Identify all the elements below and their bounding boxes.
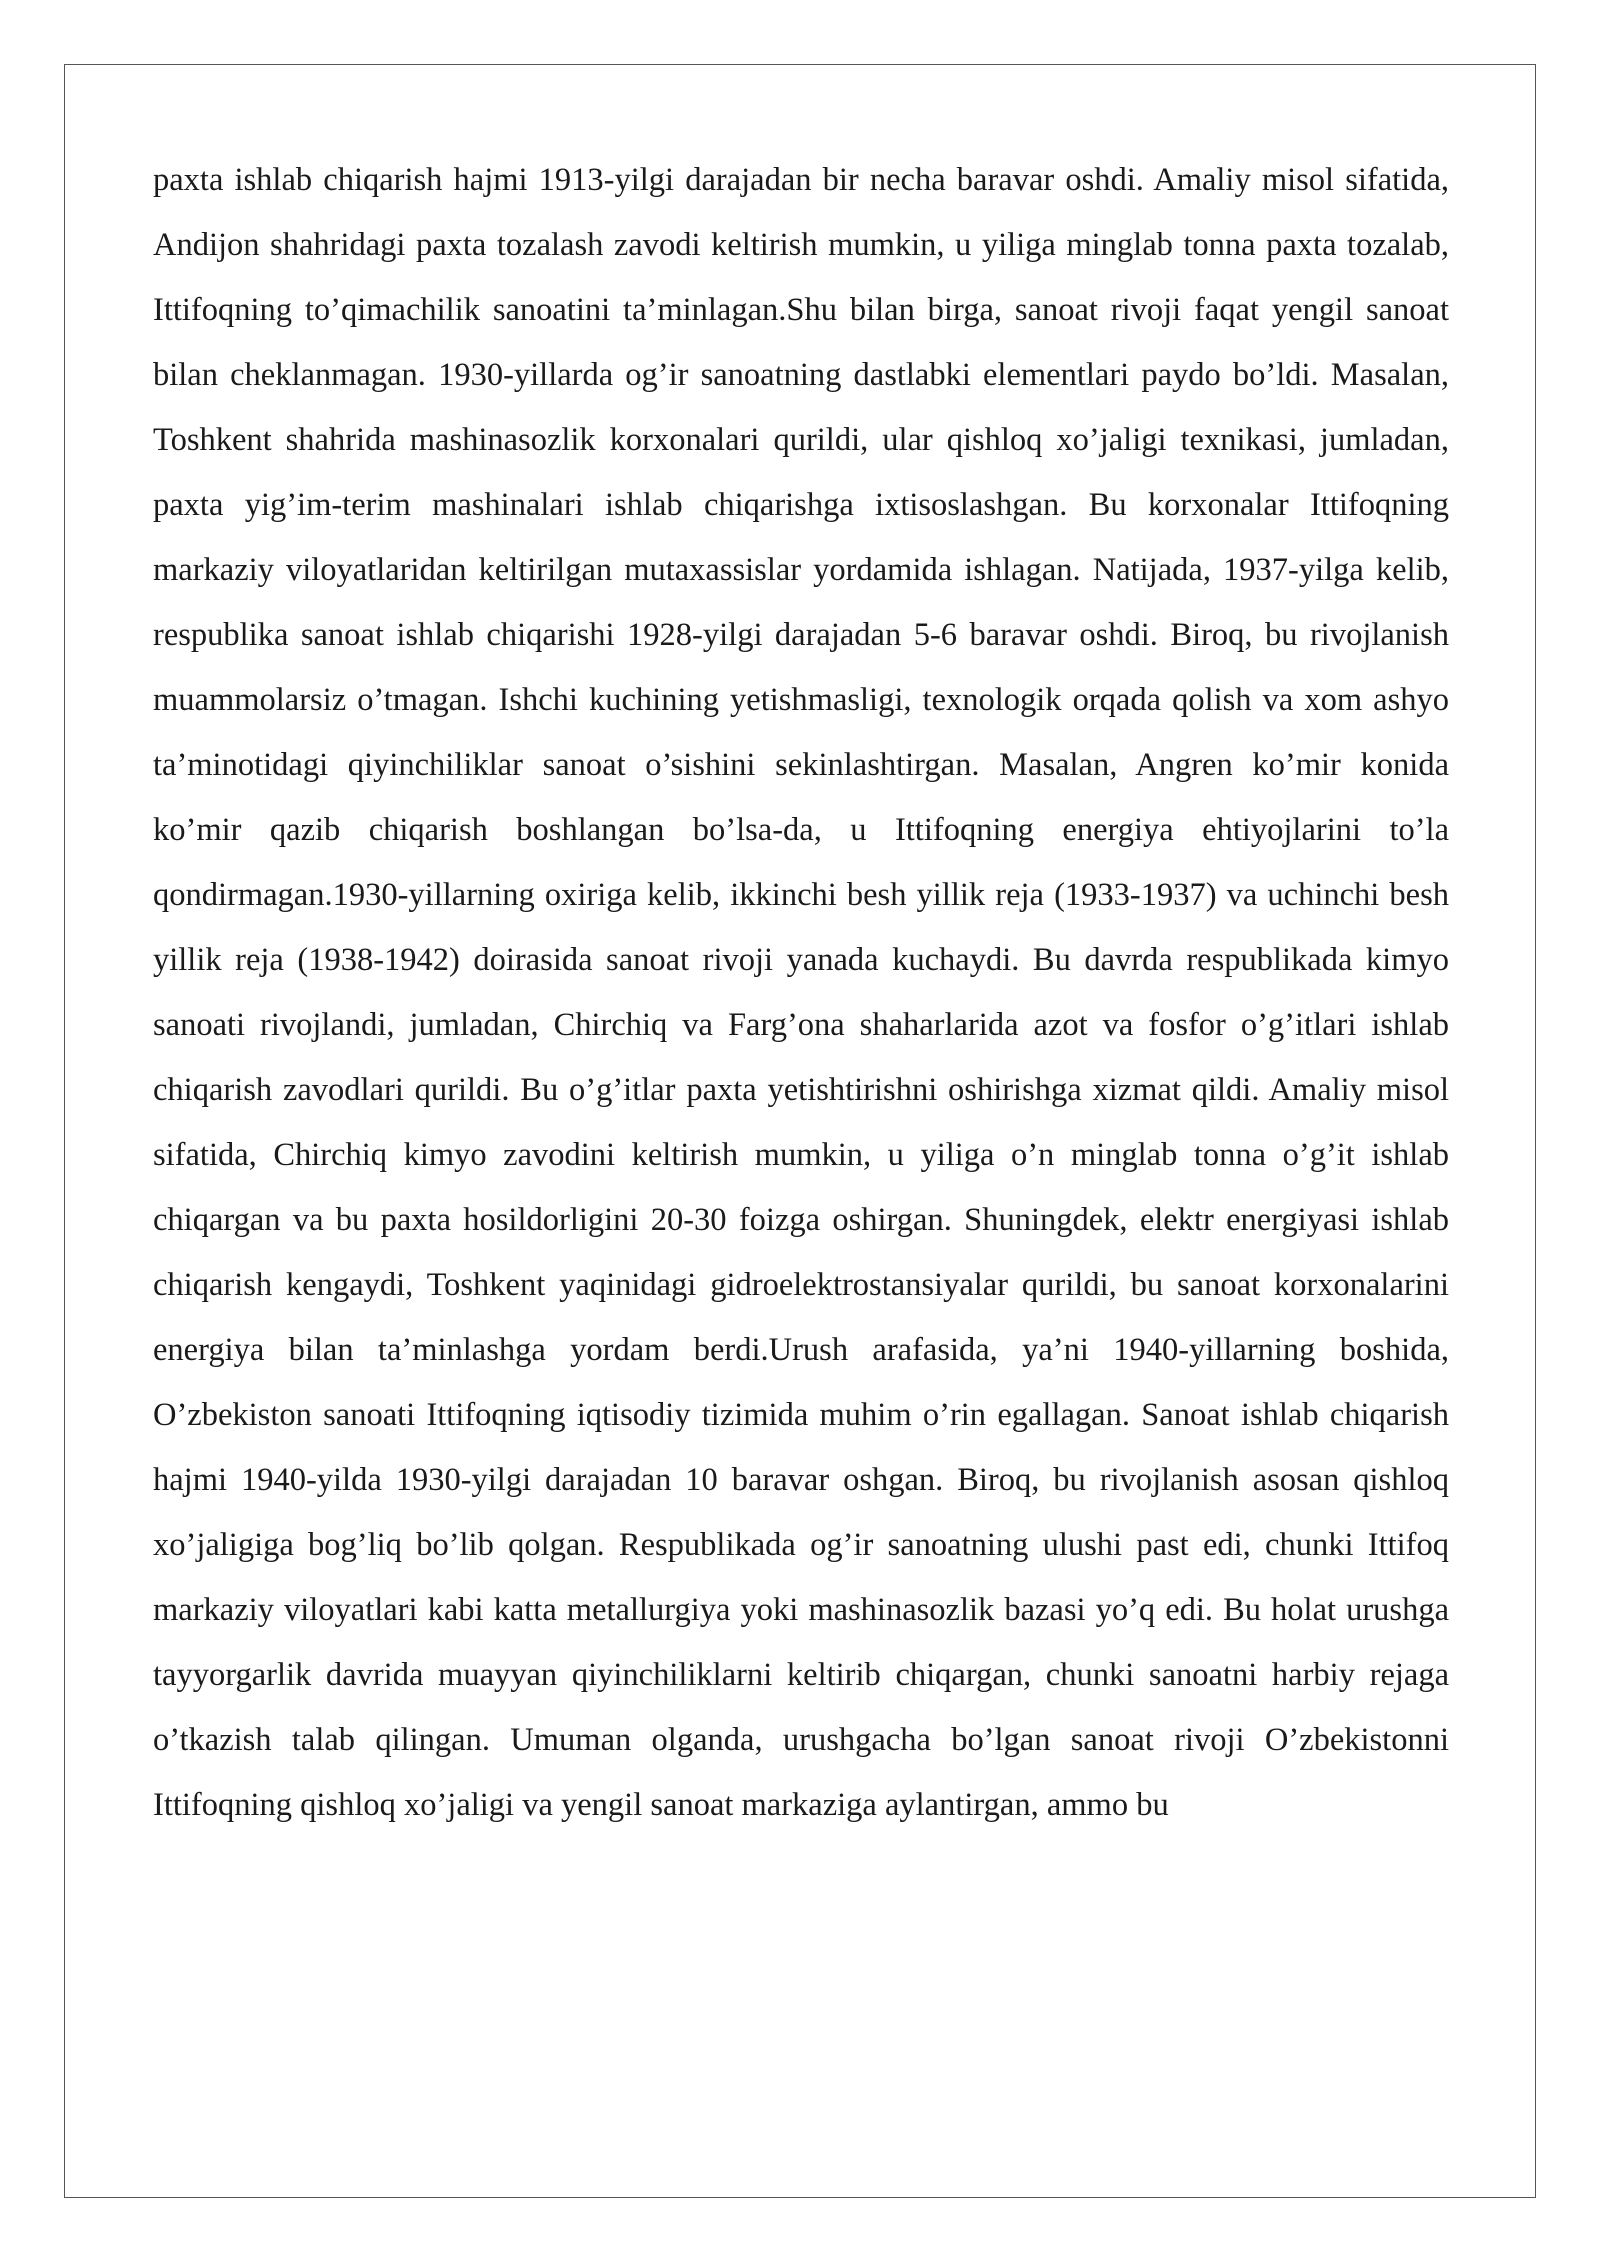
body-paragraph: paxta ishlab chiqarish hajmi 1913-yilgi darajadan bir necha baravar oshdi. Amaliy misol sifatida, Andijon shahridagi paxta tozalash zavodi keltirish mumkin, u yiliga minglab tonna paxta tozalab, Ittifoqning to’qimachilik sanoatini ta’minlagan.Shu bilan birga, sanoat rivoji faqat yengil sanoat bilan cheklanmagan. 1930-yillarda og’ir sanoatning dastlabki elementlari paydo bo’ldi. Masalan, Toshkent shahrida mashinasozlik korxonalari qurildi, ular qishloq xo’jaligi texnikasi, jumladan, paxta yig’im-terim mashinalari ishlab chiqarishga ixtisoslashgan. Bu korxonalar Ittifoqning markaziy viloyatlaridan keltirilgan mutaxassislar yordamida ishlagan. Natijada, 1937-yilga kelib, respublika sanoat ishlab chiqarishi 1928-yilgi darajadan 5-6 baravar oshdi. Biroq, bu rivojlanish muammolarsiz o’tmagan. Ishchi kuchining yetishmasligi, texnologik orqada qolish va xom ashyo ta’minotidagi qiyinchiliklar sanoat o’sishini sekinlashtirgan. Masalan, Angren ko’mir konida ko’mir qazib chiqarish boshlangan bo’lsa-da, u Ittifoqning energiya ehtiyojlarini to’la qondirmagan.1930-yillarning oxiriga kelib, ikkinchi besh yillik reja (1933-1937) va uchinchi besh yillik reja (1938-1942) doirasida sanoat rivoji yanada kuchaydi. Bu davrda respublikada kimyo sanoati rivojlandi, jumladan, Chirchiq va Farg’ona shaharlarida azot va fosfor o’g’itlari ishlab chiqarish zavodlari qurildi. Bu o’g’itlar paxta yetishtirishni oshirishga xizmat qildi. Amaliy misol sifatida, Chirchiq kimyo zavodini keltirish mumkin, u yiliga o’n minglab tonna o’g’it ishlab chiqargan va bu paxta hosildorligini 20-30 foizga oshirgan. Shuningdek, elektr energiyasi ishlab chiqarish kengaydi, Toshkent yaqinidagi gidroelektrostansiyalar qurildi, bu sanoat korxonalarini energiya bilan ta’minlashga yordam berdi.Urush arafasida, ya’ni 1940-yillarning boshida, O’zbekiston sanoati Ittifoqning iqtisodiy tizimida muhim o’rin egallagan. Sanoat ishlab chiqarish hajmi 1940-yilda 1930-yilgi darajadan 10 baravar oshgan. Biroq, bu rivojlanish asosan qishloq xo’jaligiga bog’liq bo’lib qolgan. Respublikada og’ir sanoatning ulushi past edi, chunki Ittifoq markaziy viloyatlari kabi katta metallurgiya yoki mashinasozlik bazasi yo’q edi. Bu holat urushga tayyorgarlik davrida muayyan qiyinchiliklarni keltirib chiqargan, chunki sanoatni harbiy rejaga o’tkazish talab qilingan. Umuman olganda, urushgacha bo’lgan sanoat rivoji O’zbekistonni Ittifoqning qishloq xo’jaligi va yengil sanoat markaziga aylantirgan, ammo bu — [153, 162, 1449, 1823]
